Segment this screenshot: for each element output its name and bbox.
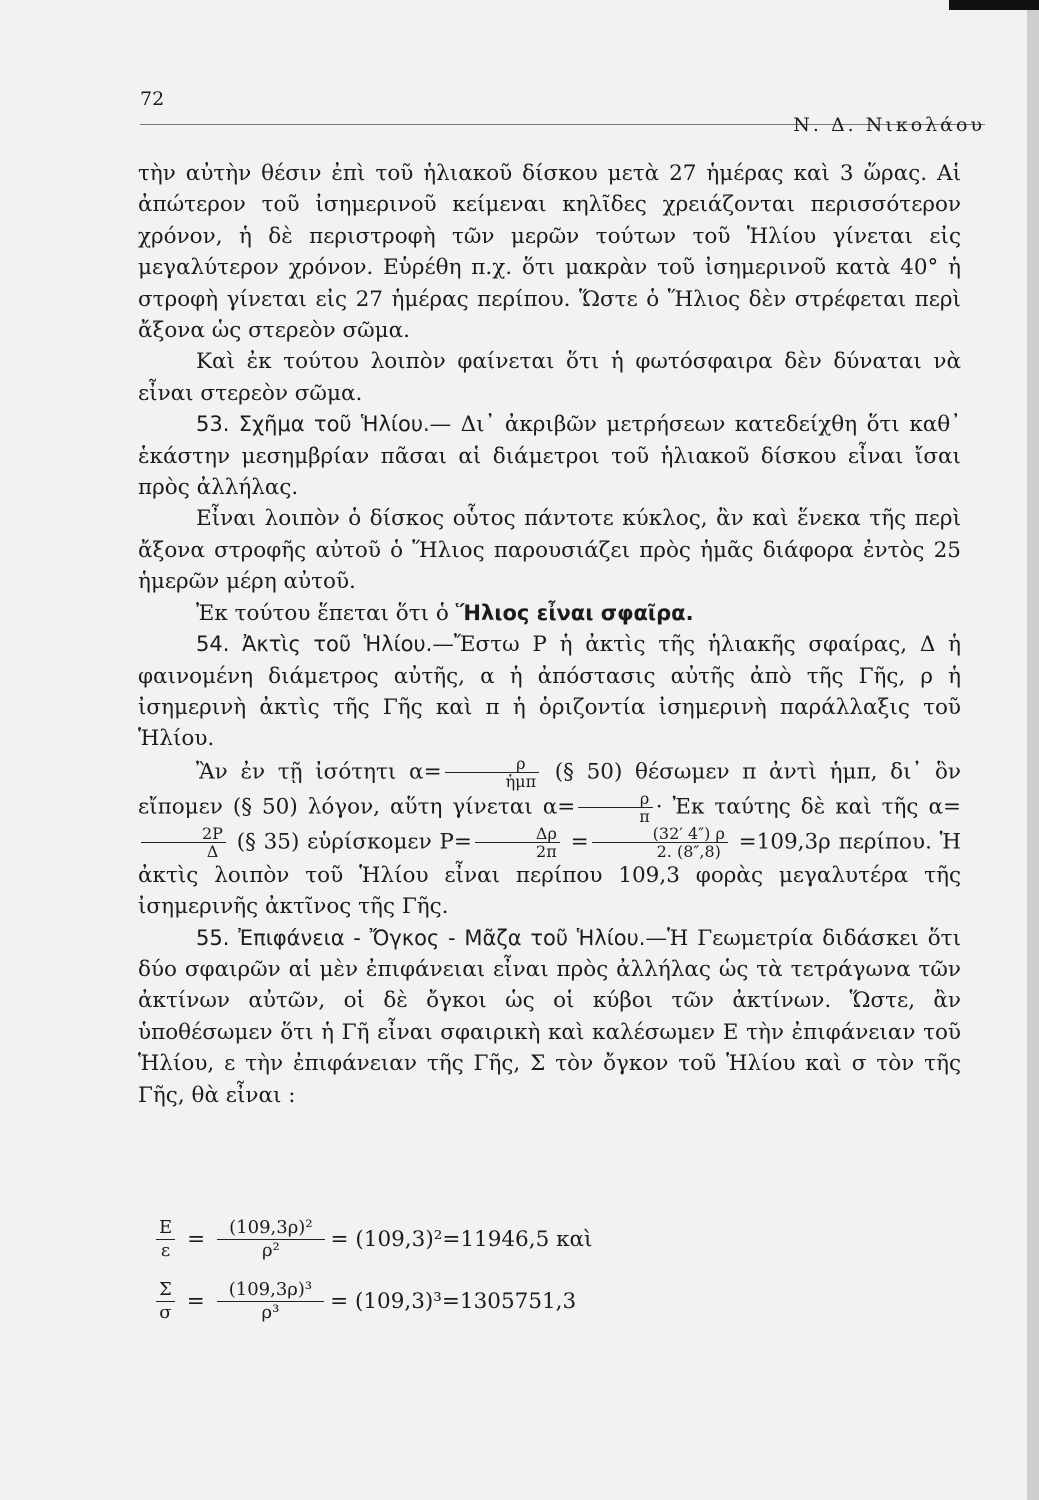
fraction-rho-over-sinpi: $\frac{\rho}{\text{ἡμπ}}$ bbox=[445, 755, 540, 790]
section-54-text: —Ἔστω Ρ ἡ ἀκτὶς τῆς ἡλιακῆς σφαίρας, Δ ἡ φαινομένη διάμετρος αὐτῆς, α ἡ ἀπόστασις αὐτῆς ἀπὸ τῆς Γῆς, ρ ἡ ἰσημερινὴ ἀκτὶς τῆς Γῆς καὶ π ἡ ὁριζοντία ἰσημερινὴ παράλλαξις τοῦ Ἡλίου. bbox=[138, 632, 961, 752]
formula-surface-ratio bbox=[150, 1208, 750, 1270]
section-55-text: —Ἡ Γεωμετρία διδάσκει ὅτι δύο σφαιρῶν αἱ μὲν ἐπιφάνειαι εἶναι πρὸς ἀλλήλας ὡς τὰ τετράγωνα τῶν ἀκτίνων αὐτῶν, οἱ δὲ ὄγκοι ὡς οἱ κύβοι τῶν ἀκτίνων. Ὥστε, ἂν ὑποθέσωμεν ὅτι ἡ Γῆ εἶναι σφαιρικὴ καὶ καλέσωμεν Ε τὴν ἐπιφάνειαν τοῦ Ἡλίου, ε τὴν ἐπιφάνειαν τῆς Γῆς, Σ τὸν ὄγκον τοῦ Ἡλίου καὶ σ τὸν τῆς Γῆς, θὰ εἶναι : bbox=[138, 925, 961, 1108]
paragraph-radius-derivation bbox=[138, 755, 961, 923]
derivation-text-a: Ἂν ἐν τῇ ἰσότητι α= bbox=[196, 759, 442, 785]
derivation-text-e: = bbox=[562, 829, 589, 855]
fraction-S-over-s: $\frac{\Sigma}{\sigma}$ bbox=[156, 1279, 175, 1324]
page-header bbox=[140, 84, 985, 136]
sphere-emphasis: Ἥλιος εἶναι σφαῖρα. bbox=[455, 600, 694, 625]
fraction-numeric: $\frac{(32' 4'') \rho}{2. (8'',8)}$ bbox=[592, 825, 728, 860]
section-54 bbox=[138, 629, 961, 755]
paragraph-photosphere: Καὶ ἐκ τούτου λοιπὸν φαίνεται ὅτι ἡ φωτόσφαιρα δὲν δύναται νὰ εἶναι στερεὸν σῶμα. bbox=[138, 349, 961, 406]
section-54-heading: 54. Ἀκτὶς τοῦ Ἡλίου. bbox=[196, 632, 433, 657]
fraction-volume: $\frac{\text{(109,3ρ)³}}{\text{ρ³}}$ bbox=[217, 1279, 324, 1324]
formula-block bbox=[150, 1208, 750, 1332]
paragraph-sphere bbox=[138, 598, 961, 629]
scan-corner bbox=[949, 0, 1039, 10]
section-53 bbox=[138, 409, 961, 503]
fraction-E-over-e: $\frac{E}{\varepsilon}$ bbox=[156, 1217, 175, 1262]
page-number: 72 bbox=[140, 88, 165, 110]
section-55-heading: 55. Ἐπιφάνεια - Ὄγκος - Μᾶζα τοῦ Ἡλίου. bbox=[196, 925, 646, 950]
derivation-text-f: =109,3ρ περίπου. Ἡ ἀκτὶς λοιπὸν τοῦ Ἡλίου εἶναι περίπου 109,3 φορὰς μεγαλυτέρα τῆς ἰσημερινῆς ἀκτῖνος τῆς Γῆς. bbox=[138, 829, 961, 920]
section-53-text: — Δι᾽ ἀκριβῶν μετρήσεων κατεδείχθη ὅτι καθ᾽ ἑκάστην μεσημβρίαν πᾶσαι αἱ διάμετροι τοῦ ἡλιακοῦ δίσκου εἶναι ἴσαι πρὸς ἀλλήλας. bbox=[138, 412, 961, 501]
scan-edge bbox=[1027, 0, 1039, 1500]
equals-sign: = bbox=[186, 1288, 205, 1314]
formula-volume-result: = (109,3)³=1305751,3 bbox=[330, 1288, 577, 1314]
paragraph-continuation: τὴν αὐτὴν θέσιν ἐπὶ τοῦ ἡλιακοῦ δίσκου μετὰ 27 ἡμέρας καὶ 3 ὥρας. Αἱ ἀπώτερον τοῦ ἰσημερινοῦ κείμεναι κηλῖδες χρειάζονται περισσότερον χρόνον, ἡ δὲ περιστροφὴ τῶν μερῶν τούτων τοῦ Ἡλίου γίνεται εἰς μεγαλύτερον χρόνον. Εὑρέθη π.χ. ὅτι μακρὰν τοῦ ἰσημερινοῦ κατὰ 40° ἡ στροφὴ γίνεται εἰς 27 ἡμέρας περίπου. Ὥστε ὁ Ἥλιος δὲν στρέφεται περὶ ἄξονα ὡς στερεὸν σῶμα. bbox=[138, 161, 961, 344]
equals-sign: = bbox=[187, 1226, 206, 1252]
formula-volume-ratio bbox=[150, 1270, 750, 1332]
fraction-rho-over-pi: $\frac{\rho}{\pi}$ bbox=[578, 790, 653, 825]
fraction-delta-rho-over-2pi: $\frac{\Delta\rho}{2\pi}$ bbox=[475, 825, 560, 860]
paragraph-disk: Εἶναι λοιπὸν ὁ δίσκος οὗτος πάντοτε κύκλος, ἂν καὶ ἕνεκα τῆς περὶ ἄξονα στροφῆς αὐτοῦ ὁ Ἥλιος παρουσιάζει πρὸς ἡμᾶς διάφορα ἐντὸς 25 ἡμερῶν μέρη αὐτοῦ. bbox=[138, 506, 961, 595]
section-55 bbox=[138, 923, 961, 1111]
formula-surface-result: = (109,3)²=11946,5 καὶ bbox=[330, 1226, 593, 1252]
fraction-surface: $\frac{\text{(109,3ρ)²}}{\text{ρ²}}$ bbox=[217, 1217, 324, 1262]
derivation-text-b: (§ 50) θέσωμεν π ἀντὶ ἡμπ, δι᾽ ὃν εἴπομεν (§ 50) λόγον, αὕτη γίνεται α= bbox=[138, 759, 961, 820]
sphere-text: Ἐκ τούτου ἕπεται ὅτι ὁ bbox=[196, 600, 456, 626]
derivation-text-c: · Ἐκ ταύτης δὲ καὶ τῆς α= bbox=[655, 794, 961, 820]
page-body bbox=[138, 158, 961, 1111]
derivation-text-d: (§ 35) εὑρίσκομεν Ρ= bbox=[228, 829, 472, 855]
section-53-heading: 53. Σχῆμα τοῦ Ἡλίου. bbox=[196, 412, 430, 437]
running-head: Ν. Δ. Νικολάου bbox=[793, 114, 985, 136]
fraction-2R-over-delta: $\frac{2P}{\Delta}$ bbox=[141, 825, 226, 860]
